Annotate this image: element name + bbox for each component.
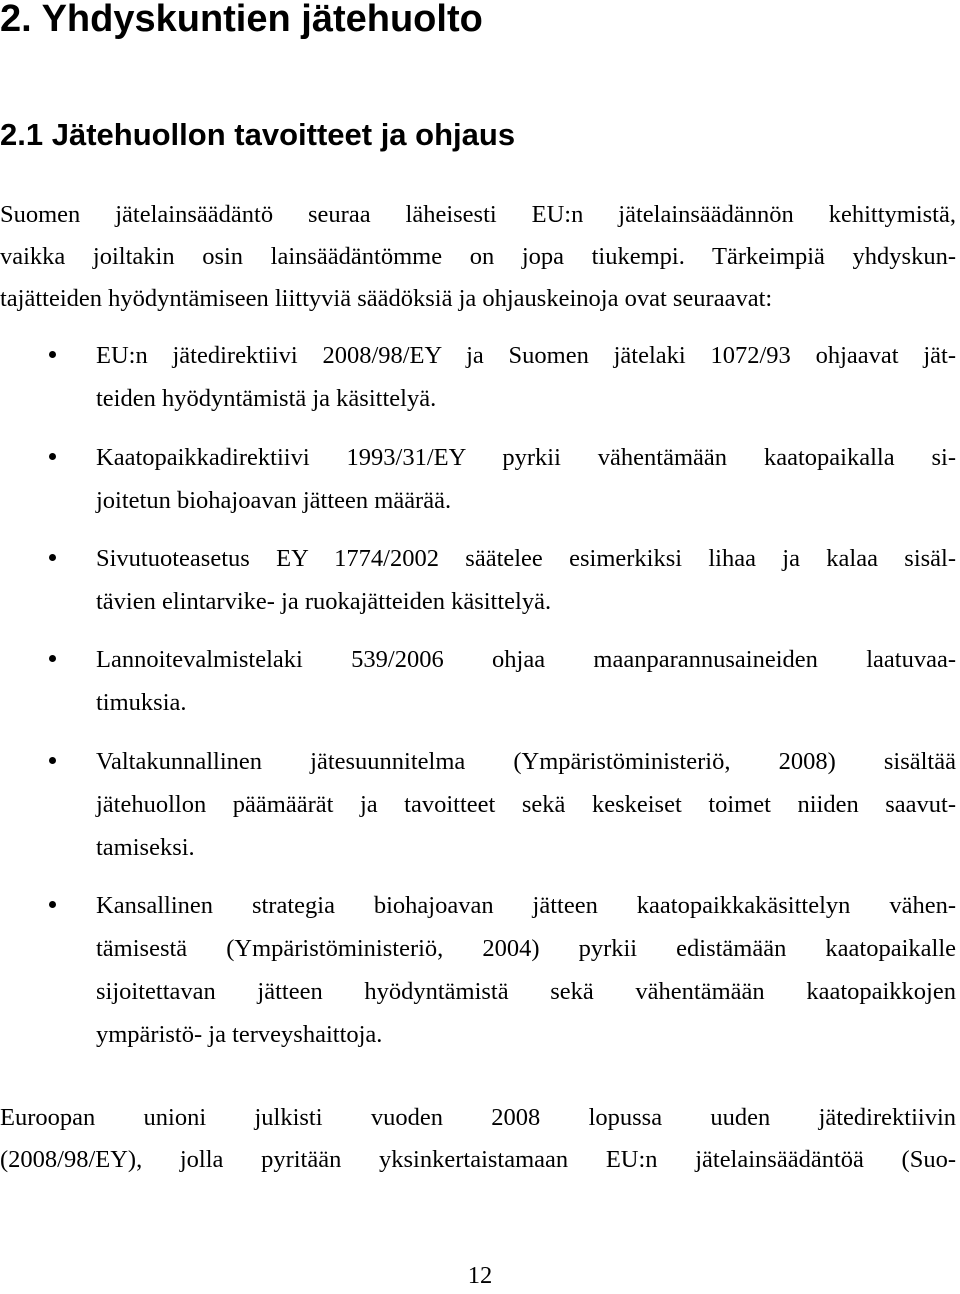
closing-paragraph <box>0 1097 956 1181</box>
list-item-line: teiden hyödyntämistä ja käsittelyä. <box>96 385 437 412</box>
list-item-text <box>96 740 956 869</box>
bullet-icon <box>49 901 56 908</box>
list-item-line: timuksia. <box>96 689 187 716</box>
list-item-line: tamiseksi. <box>96 834 195 861</box>
list-item-line: tämisestä (Ympäristöministeriö, 2004) pyrkii edistämään kaatopaikalle <box>96 935 956 962</box>
list-item-line: Sivutuoteasetus EY 1774/2002 säätelee esimerkiksi lihaa ja kalaa sisäl- <box>96 545 956 572</box>
list-item-line: ympäristö- ja terveyshaittoja. <box>96 1021 383 1048</box>
list-item-line: EU:n jätedirektiivi 2008/98/EY ja Suomen jätelaki 1072/93 ohjaavat jät- <box>96 342 956 369</box>
list-item-line: Kaatopaikkadirektiivi 1993/31/EY pyrkii vähentämään kaatopaikalla si- <box>96 444 956 471</box>
bullet-icon <box>49 655 56 662</box>
list-item-line: sijoitettavan jätteen hyödyntämistä sekä vähentämään kaatopaikkojen <box>96 978 956 1005</box>
intro-line: tajätteiden hyödyntämiseen liittyviä säädöksiä ja ohjauskeinoja ovat seuraavat: <box>0 285 773 312</box>
intro-paragraph <box>0 194 956 320</box>
section-heading: 2.1 Jätehuollon tavoitteet ja ohjaus <box>0 117 516 152</box>
list-item-line: Lannoitevalmistelaki 539/2006 ohjaa maanparannusaineiden laatuvaa- <box>96 646 956 673</box>
closing-line: Euroopan unioni julkisti vuoden 2008 lopussa uuden jätedirektiivin <box>0 1104 956 1131</box>
list-item-line: jätehuollon päämäärät ja tavoitteet sekä keskeiset toimet niiden saavut- <box>96 791 956 818</box>
intro-line: vaikka joiltakin osin lainsäädäntömme on jopa tiukempi. Tärkeimpiä yhdyskun- <box>0 243 956 270</box>
list-item-line: Valtakunnallinen jätesuunnitelma (Ympäristöministeriö, 2008) sisältää <box>96 748 956 775</box>
intro-line: Suomen jätelainsäädäntö seuraa läheisesti EU:n jätelainsäädännön kehittymistä, <box>0 201 956 228</box>
list-item-text <box>96 638 956 724</box>
closing-line: (2008/98/EY), jolla pyritään yksinkertaistamaan EU:n jätelainsäädäntöä (Suo- <box>0 1146 956 1173</box>
list-item-line: tävien elintarvike- ja ruokajätteiden käsittelyä. <box>96 588 552 615</box>
list-item-text <box>96 334 956 420</box>
list-item-line: joitetun biohajoavan jätteen määrää. <box>96 487 452 514</box>
list-item-text <box>96 884 956 1056</box>
bullet-icon <box>49 554 56 561</box>
list-item-text <box>96 436 956 522</box>
list-item-text <box>96 537 956 623</box>
chapter-heading: 2. Yhdyskuntien jätehuolto <box>0 0 483 40</box>
page-number: 12 <box>467 1262 493 1289</box>
list-item-line: Kansallinen strategia biohajoavan jätteen kaatopaikkakäsittelyn vähen- <box>96 892 956 919</box>
bullet-icon <box>49 351 56 358</box>
bullet-icon <box>49 757 56 764</box>
bullet-icon <box>49 453 56 460</box>
